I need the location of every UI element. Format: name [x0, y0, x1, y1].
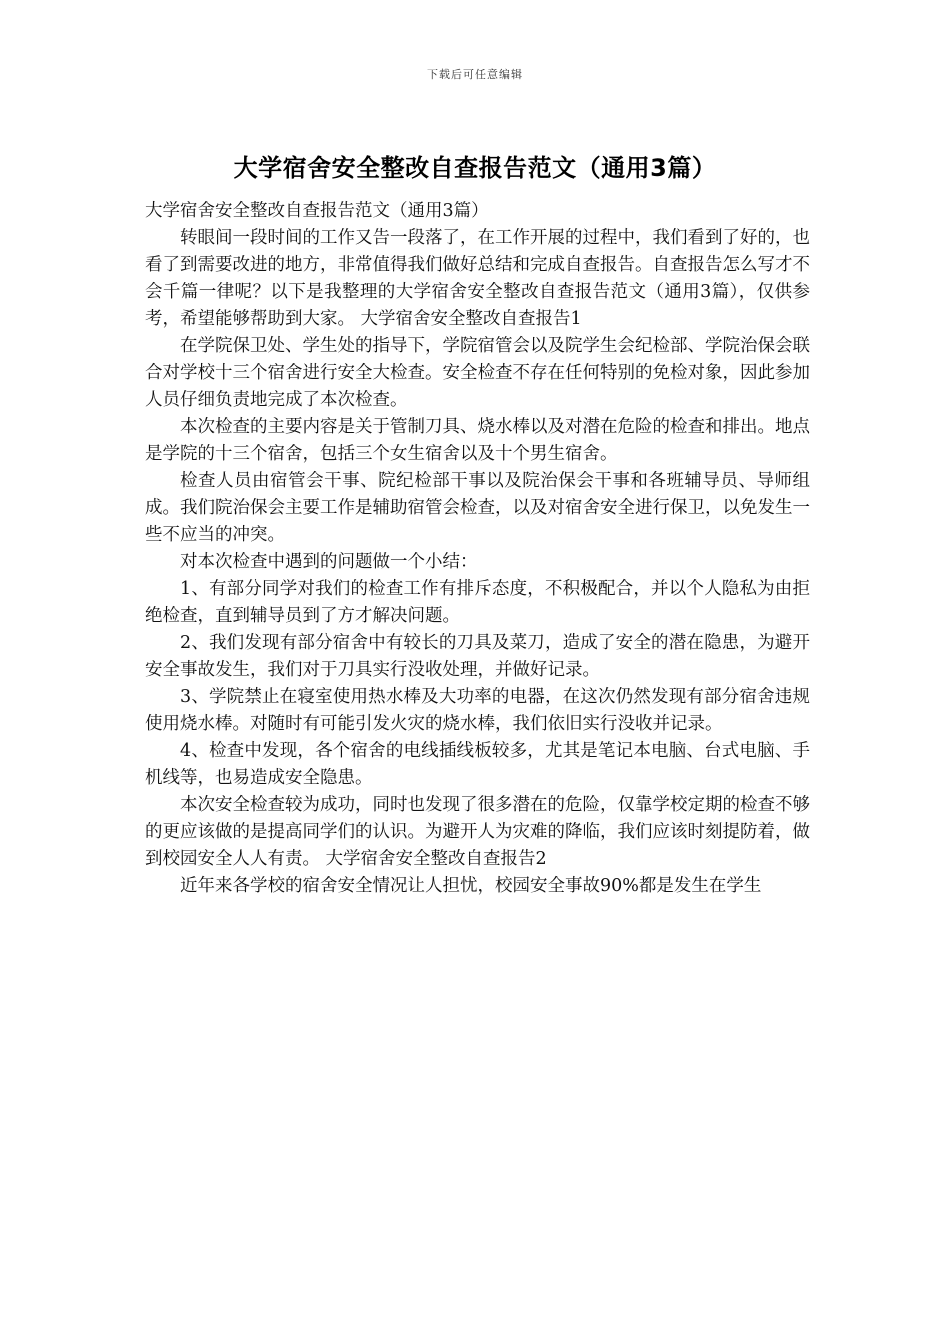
paragraph: 在学院保卫处、学生处的指导下，学院宿管会以及院学生会纪检部、学院治保会联合对学校十三个宿舍进行安全大检查。安全检查不存在任何特别的免检对象，因此参加人员仔细负责地完成了本次检查。: [145, 336, 810, 410]
paragraph: 对本次检查中遇到的问题做一个小结：: [180, 552, 478, 572]
paragraph: 2、我们发现有部分宿舍中有较长的刀具及菜刀，造成了安全的潜在隐患，为避开安全事故发生，我们对于刀具实行没收处理，并做好记录。: [145, 633, 810, 680]
paragraph: 3、学院禁止在寝室使用热水棒及大功率的电器，在这次仍然发现有部分宿舍违规使用烧水棒。对随时有可能引发火灾的烧水棒，我们依旧实行没收并记录。: [145, 687, 810, 734]
header-note: 下载后可任意编辑: [427, 68, 523, 81]
paragraph: 近年来各学校的宿舍安全情况让人担忧，校园安全事故90%都是发生在学生: [180, 876, 762, 896]
paragraph: 本次检查的主要内容是关于管制刀具、烧水棒以及对潜在危险的检查和排出。地点是学院的十三个宿舍，包括三个女生宿舍以及十个男生宿舍。: [145, 417, 810, 464]
paragraph: 1、有部分同学对我们的检查工作有排斥态度，不积极配合，并以个人隐私为由拒绝检查，直到辅导员到了方才解决问题。: [145, 579, 810, 626]
paragraph: 转眼间一段时间的工作又告一段落了，在工作开展的过程中，我们看到了好的，也看了到需要改进的地方，非常值得我们做好总结和完成自查报告。自查报告怎么写才不会千篇一律呢？以下是我整理的大学宿舍安全整改自查报告范文（通用3篇），仅供参考，希望能够帮助到大家。 大学宿舍安全整改自查报告1: [145, 228, 810, 329]
paragraph: 检查人员由宿管会干事、院纪检部干事以及院治保会干事和各班辅导员、导师组成。我们院治保会主要工作是辅助宿管会检查，以及对宿舍安全进行保卫，以免发生一些不应当的冲突。: [145, 471, 810, 545]
paragraph: 本次安全检查较为成功，同时也发现了很多潜在的危险，仅靠学校定期的检查不够的更应该做的是提高同学们的认识。为避开人为灾难的降临，我们应该时刻提防着，做到校园安全人人有责。 大学宿舍安全整改自查报告2: [145, 795, 810, 869]
paragraph: 4、检查中发现，各个宿舍的电线插线板较多，尤其是笔记本电脑、台式电脑、手机线等，也易造成安全隐患。: [145, 741, 810, 788]
paragraph-subtitle: 大学宿舍安全整改自查报告范文（通用3篇）: [145, 201, 489, 221]
document-title: 大学宿舍安全整改自查报告范文（通用3篇）: [233, 154, 717, 182]
document-body: [145, 198, 810, 900]
